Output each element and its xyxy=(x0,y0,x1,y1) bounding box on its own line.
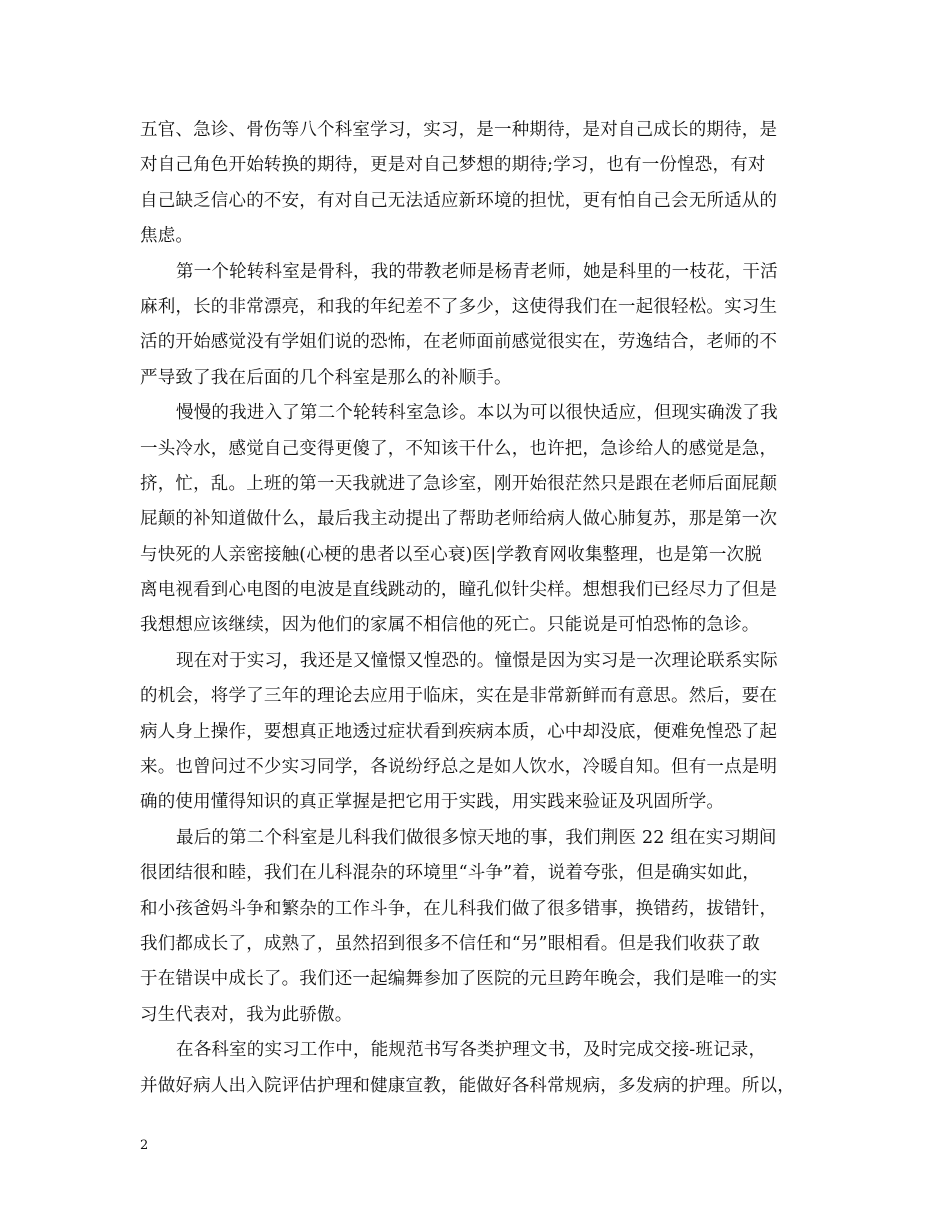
paragraph-first-line: 现在对于实习，我还是又憧憬又惶恐的。憧憬是因为实习是一次理论联系实际 xyxy=(176,650,778,671)
text-line: 我们都成长了，成熟了，虽然招到很多不信任和“另”眼相看。但是我们收获了敢 xyxy=(140,933,761,954)
page-number: 2 xyxy=(140,1138,149,1153)
text-line: 和小孩爸妈斗争和繁杂的工作斗争，在儿科我们做了很多错事，换错药，拔错针， xyxy=(140,898,778,919)
paragraph-first-line: 第一个轮转科室是骨科，我的带教老师是杨青老师，她是科里的一枝花，干活 xyxy=(176,261,778,282)
paragraph-first-line: 最后的第二个科室是儿科我们做很多惊天地的事，我们荆医 22 组在实习期间 xyxy=(176,827,777,848)
text-line: 很团结很和睦，我们在儿科混杂的环境里“斗争”着，说着夸张，但是确实如此， xyxy=(140,863,761,884)
text-line: 一头冷水，感觉自己变得更傻了，不知该干什么，也许把，急诊给人的感觉是急， xyxy=(140,438,778,459)
text-line: 病人身上操作，要想真正地透过症状看到疾病本质，心中却没底，便难免惶恐了起 xyxy=(140,721,778,742)
text-line: 离电视看到心电图的电波是直线跳动的，瞳孔似针尖样。想想我们已经尽力了但是 xyxy=(140,580,778,601)
text-line: 来。也曾问过不少实习同学，各说纷纾总之是如人饮水，冷暖自知。但有一点是明 xyxy=(140,757,778,778)
text-line: 活的开始感觉没有学姐们说的恐怖，在老师面前感觉很实在，劳逸结合，老师的不 xyxy=(140,332,778,353)
text-line: 自己缺乏信心的不安，有对自己无法适应新环境的担忧，更有怕自己会无所适从的 xyxy=(140,190,778,211)
text-line: 焦虑。 xyxy=(140,226,194,247)
text-line: 并做好病人出入院评估护理和健康宣教，能做好各科常规病，多发病的护理。所以， xyxy=(140,1075,795,1096)
text-line: 我想想应该继续，因为他们的家属不相信他的死亡。只能说是可怕恐怖的急诊。 xyxy=(140,615,760,636)
paragraph-first-line: 慢慢的我进入了第二个轮转科室急诊。本以为可以很快适应，但现实确泼了我 xyxy=(176,403,778,424)
text-line: 屁颠的补知道做什么，最后我主动提出了帮助老师给病人做心肺复苏，那是第一次 xyxy=(140,509,778,530)
paragraph-first-line: 在各科室的实习工作中，能规范书写各类护理文书，及时完成交接-班记录， xyxy=(176,1040,767,1061)
text-line: 麻利，长的非常漂亮，和我的年纪差不了多少，这使得我们在一起很轻松。实习生 xyxy=(140,296,778,317)
text-line: 严导致了我在后面的几个科室是那么的补顺手。 xyxy=(140,367,512,388)
text-line: 五官、急诊、骨伤等八个科室学习，实习，是一种期待，是对自己成长的期待，是 xyxy=(140,120,778,140)
text-line: 对自己角色开始转换的期待，更是对自己梦想的期待;学习，也有一份惶恐，有对 xyxy=(140,155,766,176)
text-line: 习生代表对，我为此骄傲。 xyxy=(140,1004,353,1025)
document-body xyxy=(140,113,820,1104)
text-line: 的机会，将学了三年的理论去应用于临床，实在是非常新鲜而有意思。然后，要在 xyxy=(140,686,778,707)
text-line: 挤，忙，乱。上班的第一天我就进了急诊室，刚开始很茫然只是跟在老师后面屁颠 xyxy=(140,473,778,494)
text-line: 确的使用懂得知识的真正掌握是把它用于实践，用实践来验证及巩固所学。 xyxy=(140,792,725,813)
text-line: 与快死的人亲密接触(心梗的患者以至心衰)医|学教育网收集整理，也是第一次脱 xyxy=(140,544,762,565)
text-line: 于在错误中成长了。我们还一起编舞参加了医院的元旦跨年晚会，我们是唯一的实 xyxy=(140,969,778,990)
